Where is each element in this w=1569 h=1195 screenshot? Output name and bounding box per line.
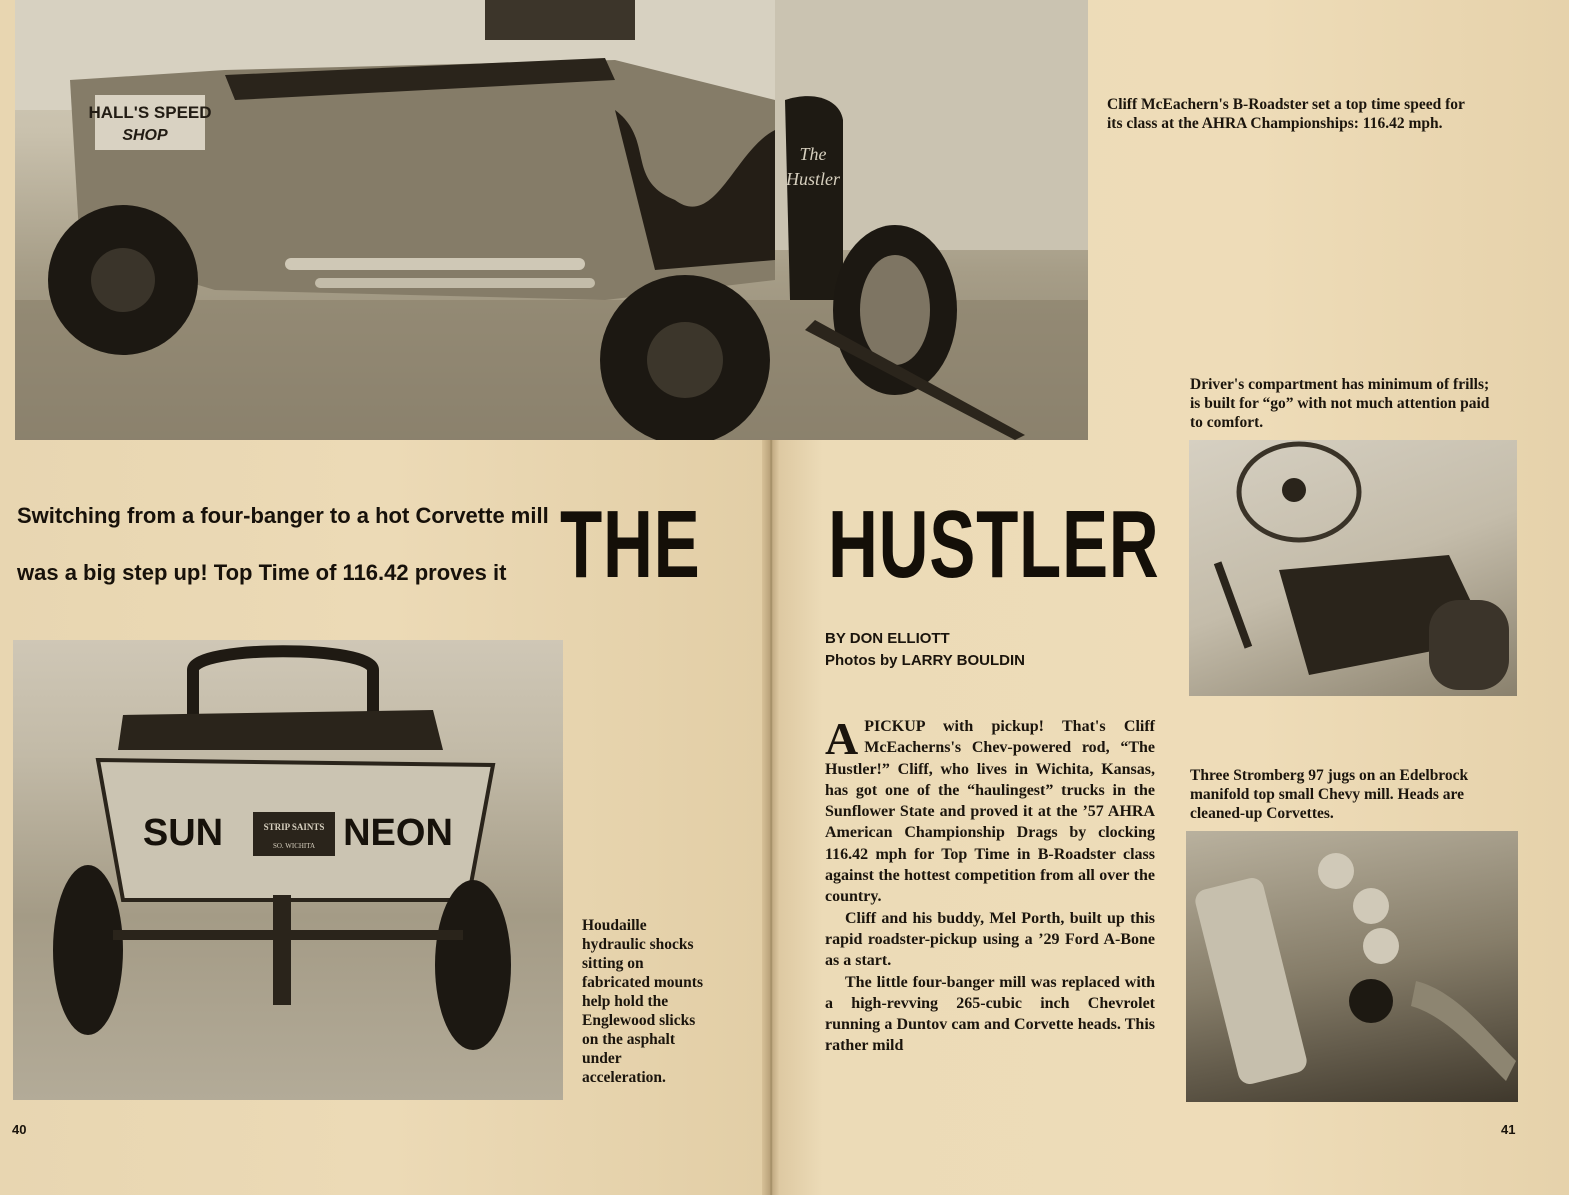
engine-photo <box>1186 831 1518 1102</box>
tailgate-sign-line1: HALL'S SPEED <box>88 103 212 122</box>
roadster-side-illustration <box>15 0 1088 440</box>
caption-rear-shocks: Houdaille hydraulic shocks sitting on fabricated mounts help hold the Englewood slicks on the asphalt under acceleration. <box>582 917 703 1086</box>
club-plaque-line1: STRIP SAINTS <box>263 822 325 832</box>
carburetor-1 <box>1318 853 1354 889</box>
rear-hub <box>91 248 155 312</box>
deck-line-2: was a big step up! Top Time of 116.42 proves it <box>17 560 507 585</box>
roadster-rear-illustration <box>13 640 563 1100</box>
tailgate-sign-line2: SHOP <box>122 127 168 144</box>
front-hub <box>647 322 723 398</box>
caption-engine: Three Stromberg 97 jugs on an Edelbrock manifold top small Chevy mill. Heads are cleaned-up Corvettes. <box>1190 767 1469 822</box>
drivers-compartment-photo <box>1189 440 1517 696</box>
rear-cover <box>118 710 443 750</box>
body-paragraph-1-text: PICKUP with pickup! That's Cliff McEacherns's Chev-powered rod, “The Hustler!” Cliff, who lives in Wichita, Kansas, has got one of the “haulingest” trucks in the Sunflower State and proved it at the ’57 AHRA American Championship Drags by clocking 116.42 mph for Top Time in B-Roadster class against the hottest competition from all over the country. <box>825 718 1155 906</box>
grille-shell <box>785 96 843 300</box>
drivers-compartment-illustration <box>1189 440 1517 696</box>
shifter <box>1214 561 1252 648</box>
byline-author: BY DON ELLIOTT <box>825 630 950 647</box>
house-window <box>485 0 635 40</box>
drop-cap: A <box>825 713 859 764</box>
grille-script-line2: Hustler <box>786 169 840 189</box>
distributor <box>1349 979 1393 1023</box>
steering-hub <box>1282 478 1306 502</box>
spare-tire-center <box>860 255 930 365</box>
club-plaque-line2: SO. WICHITA <box>272 842 316 850</box>
shock-mount <box>273 895 291 1005</box>
sun-decal: SUN <box>142 812 224 854</box>
headline-the: THE <box>560 491 701 598</box>
transmission-tunnel <box>1429 600 1509 690</box>
roadster-rear-photo <box>13 640 563 1100</box>
body-paragraph-3: The little four-banger mill was replaced with a high-revving 265-cubic inch Chevrolet running a Duntov cam and Corvette heads. This rather mild <box>825 973 1155 1055</box>
rear-right-tire <box>435 880 511 1050</box>
page-number-right: 41 <box>1501 1122 1516 1137</box>
body-paragraph-2: Cliff and his buddy, Mel Porth, built up this rapid roadster-pickup using a ’29 Ford A-Bone as a start. <box>825 909 1155 970</box>
body-paragraph-1 <box>825 713 1155 908</box>
carburetor-2 <box>1353 888 1389 924</box>
radiator-hose <box>1411 981 1516 1081</box>
neon-decal: NEON <box>343 812 453 854</box>
caption-drivers-compartment: Driver's compartment has minimum of frills; is built for “go” with not much attention paid to comfort. <box>1190 376 1490 431</box>
engine-illustration <box>1186 831 1518 1102</box>
exhaust-headers <box>285 258 585 270</box>
grille-script-line1: The <box>799 144 827 164</box>
page-number-left: 40 <box>12 1122 27 1137</box>
rear-left-tire <box>53 865 123 1035</box>
carburetor-3 <box>1363 928 1399 964</box>
deck-line-1: Switching from a four-banger to a hot Corvette mill <box>17 503 549 528</box>
article-body <box>825 713 1155 1057</box>
headline-hustler: HUSTLER <box>828 491 1160 598</box>
exhaust-headers-lower <box>315 278 595 288</box>
caption-top-time: Cliff McEachern's B-Roadster set a top time speed for its class at the AHRA Championships: 116.42 mph. <box>1107 96 1465 132</box>
roadster-side-photo <box>15 0 1088 440</box>
byline-photos: Photos by LARRY BOULDIN <box>825 652 1026 669</box>
rear-axle <box>113 930 463 940</box>
valve-cover <box>1193 876 1309 1087</box>
